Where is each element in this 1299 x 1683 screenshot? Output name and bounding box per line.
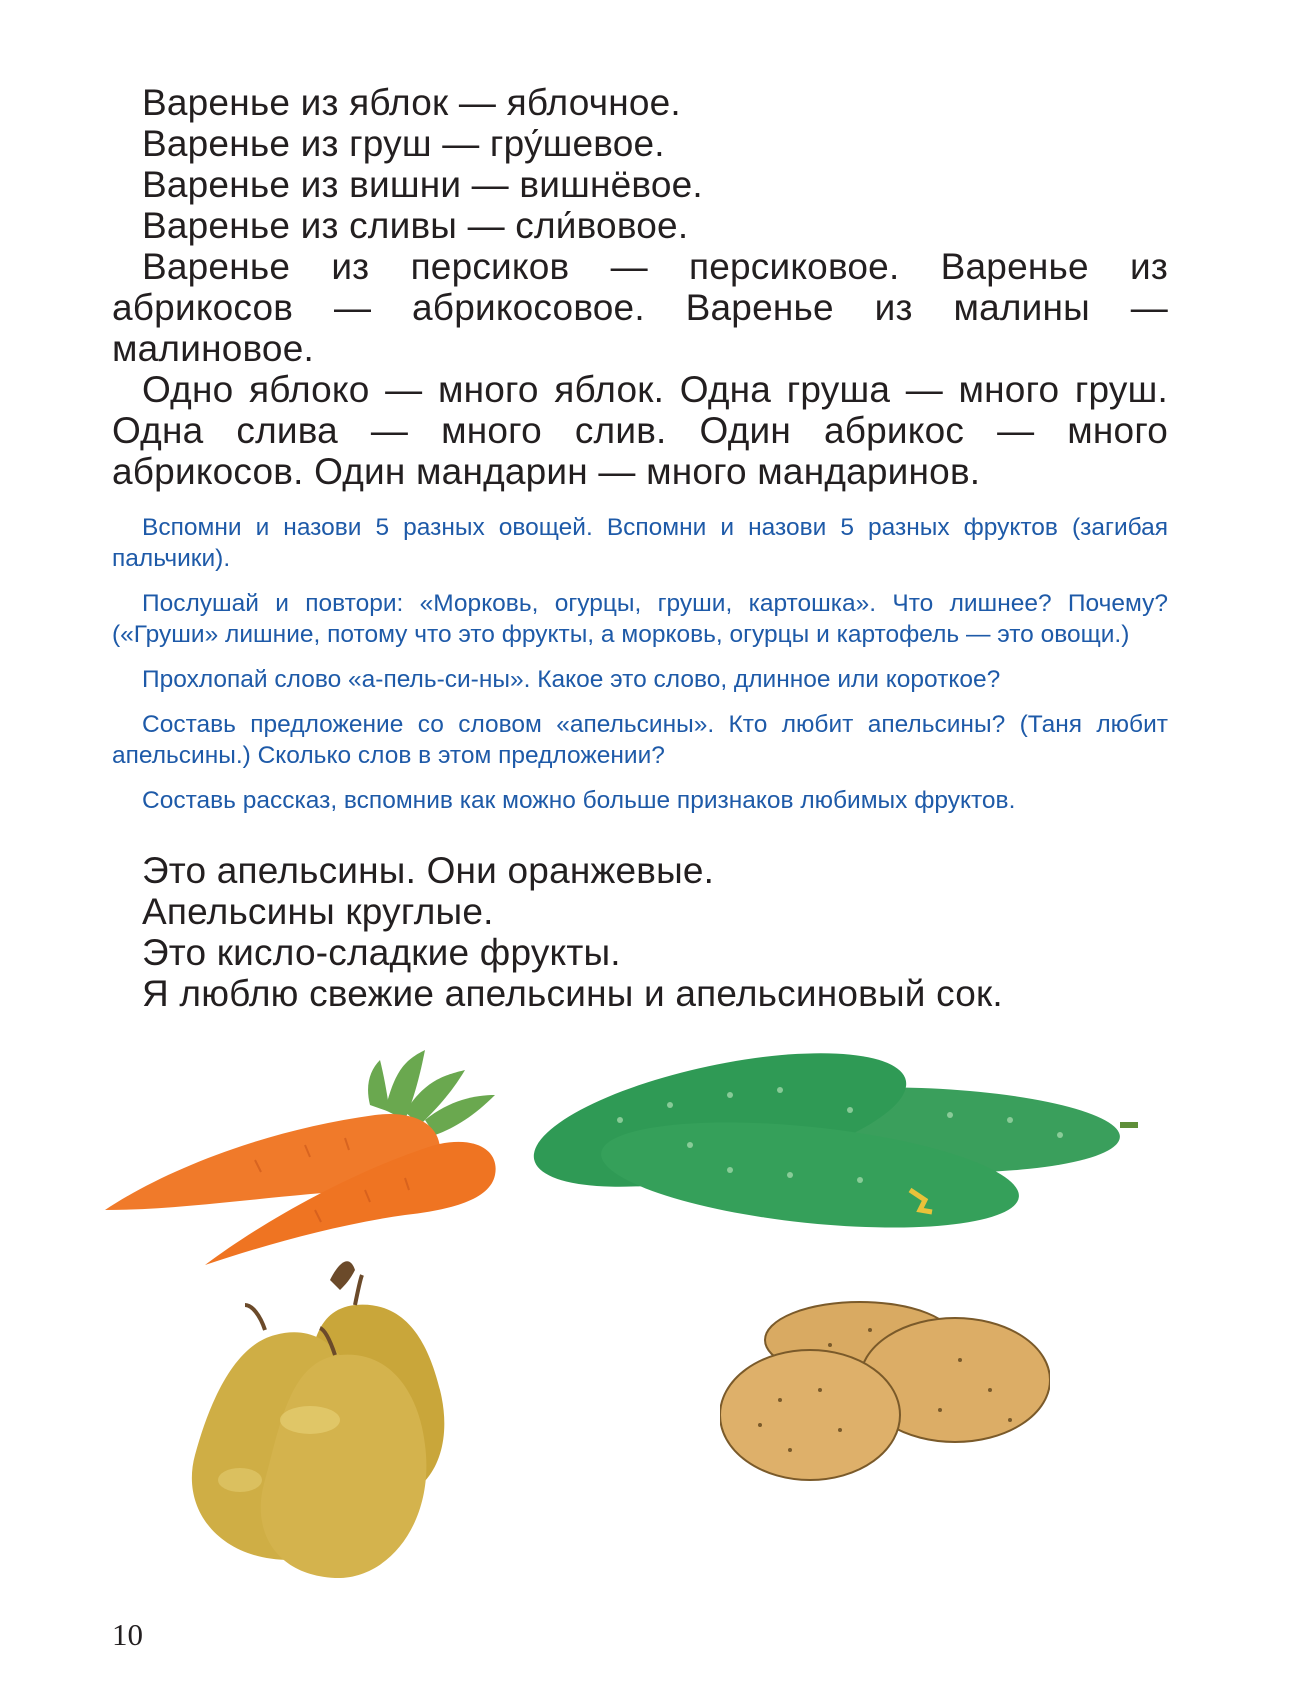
jam-line: Варенье из вишни — вишнёвое. (142, 164, 703, 205)
pear-icon (180, 1260, 540, 1580)
jam-line: Варенье из яблок — яблочное. (142, 82, 681, 123)
story-line: Это кисло-сладкие фрукты. (142, 932, 621, 973)
task-item: Составь предложение со словом «апельсины». Кто любит апельсины? (Таня любит апельсины.) Сколько слов в этом предложении? (112, 711, 1168, 769)
cucumber-icon (530, 1050, 1170, 1250)
count-paragraph: Одно яблоко — много яблок. Одна груша — много груш. Одна слива — много слив. Один абрикос — много абрикосов. Один мандарин — много мандаринов. (112, 369, 1168, 492)
orange-story (112, 850, 1168, 1014)
jam-paragraph: Варенье из персиков — персиковое. Варенье из абрикосов — абрикосовое. Варенье из малины — малиновое. (112, 246, 1168, 369)
jam-section (112, 82, 1168, 492)
story-line: Апельсины круглые. (142, 891, 494, 932)
story-line: Я люблю свежие апельсины и апельсиновый сок. (142, 973, 1003, 1014)
story-line: Это апельсины. Они оранжевые. (142, 850, 715, 891)
task-item: Составь рассказ, вспомнив как можно больше признаков любимых фруктов. (142, 787, 1016, 814)
potato-icon (720, 1300, 1050, 1485)
jam-line: Варенье из груш — гру́шевое. (142, 123, 665, 164)
task-list (112, 512, 1168, 830)
task-item: Вспомни и назови 5 разных овощей. Вспомни и назови 5 разных фруктов (загибая пальчики). (112, 514, 1168, 572)
jam-line: Варенье из сливы — сли́вовое. (142, 205, 689, 246)
carrot-icon (105, 1050, 525, 1265)
page-number: 10 (112, 1617, 143, 1652)
task-item: Прохлопай слово «а-пель-си-ны». Какое это слово, длинное или короткое? (142, 666, 1001, 693)
task-item: Послушай и повтори: «Морковь, огурцы, груши, картошка». Что лишнее? Почему? («Груши» лишние, потому что это фрукты, а морковь, огурцы и картофель — это овощи.) (112, 590, 1168, 648)
